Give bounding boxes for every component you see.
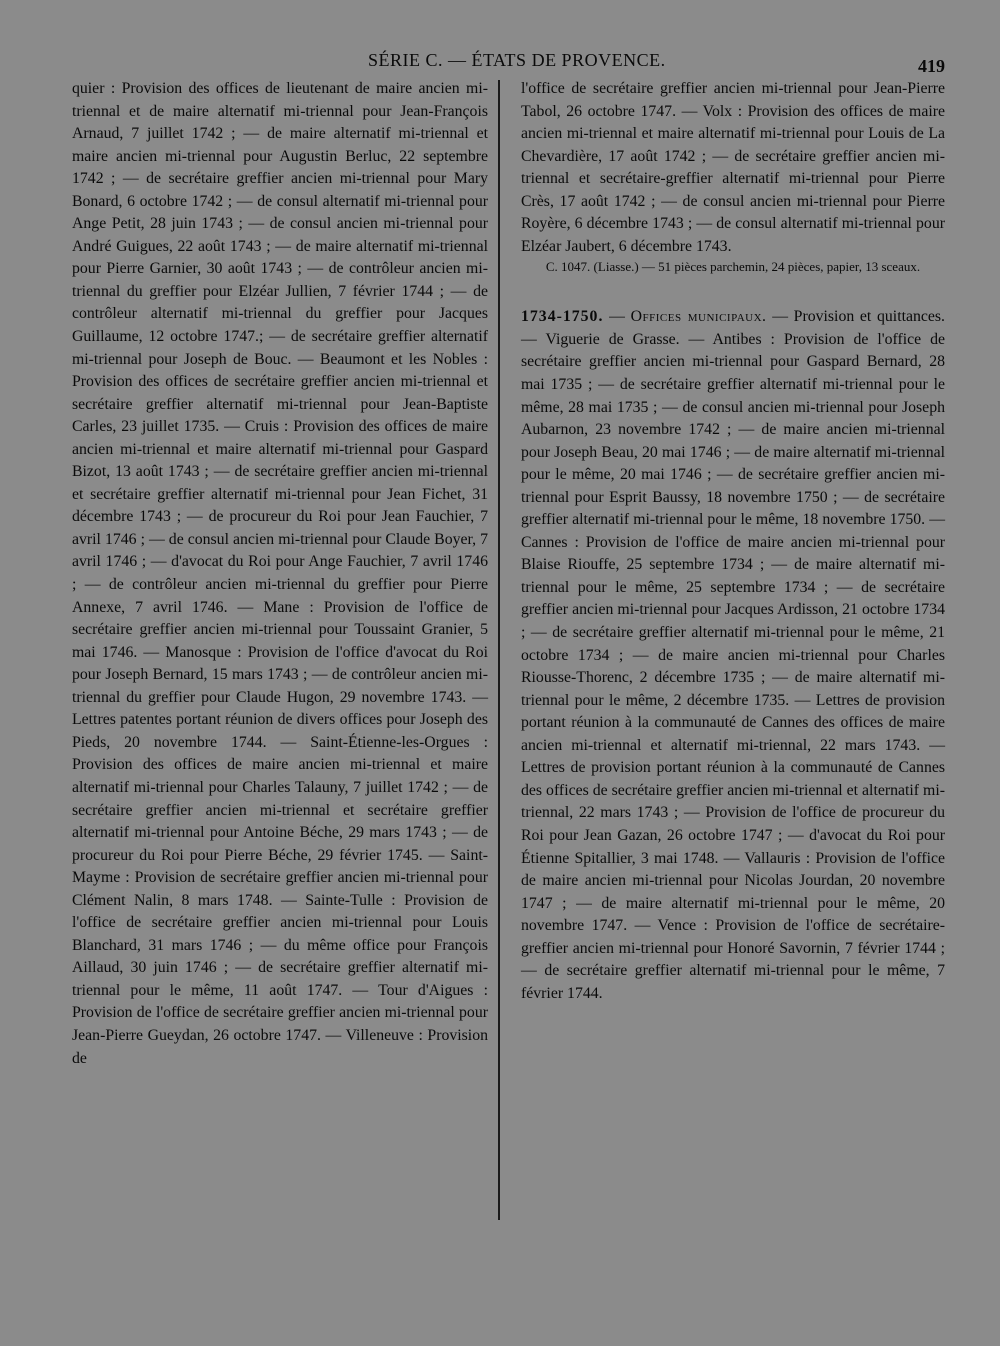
- right-column-continuation: l'office de secrétaire greffier ancien mi-triennal pour Jean-Pierre Tabol, 26 octobre 1747. — Volx : Provision des offices de maire ancien mi-triennal et maire alternatif mi-triennal pour Louis de La Chevardière, 17 août 1742 ; — de secrétaire greffier ancien mi-triennal et secrétaire-greffier alternatif mi-triennal pour Pierre Crès, 17 août 1742 ; — de consul ancien mi-triennal pour Pierre Royère, 6 décembre 1743 ; — de consul alternatif mi-triennal pour Elzéar Jaubert, 6 décembre 1743.: [521, 80, 945, 255]
- left-column: [72, 78, 488, 1070]
- right-column: [521, 78, 945, 1005]
- column-divider: [498, 80, 500, 1220]
- entry-text: — Provision et quittances. — Viguerie de Grasse. — Antibes : Provision de l'office de secrétaire greffier ancien mi-triennal pour Gaspard Bernard, 28 mai 1735 ; — de secrétaire greffier alternatif mi-triennal pour le même, 28 mai 1735 ; — de consul ancien mi-triennal pour Joseph Aubarnon, 23 novembre 1742 ; — de maire ancien mi-triennal pour Joseph Beau, 20 mai 1746 ; — de maire alternatif mi-triennal pour le même, 20 mai 1746 ; — de secrétaire greffier ancien mi-triennal pour Esprit Baussy, 18 novembre 1750 ; — de secrétaire greffier alternatif mi-triennal pour le même, 18 novembre 1750. — Cannes : Provision de l'office de maire ancien mi-triennal pour Blaise Riouffe, 25 septembre 1734 ; — de maire alternatif mi-triennal pour le même, 25 septembre 1734 ; — de secrétaire greffier ancien mi-triennal pour Jacques Ardisson, 21 octobre 1734 ; — de secrétaire greffier alternatif mi-triennal pour le même, 21 octobre 1734 ; — de maire ancien mi-triennal pour Charles Riousse-Thorenc, 2 décembre 1735 ; — de maire alternatif mi-triennal pour le même, 2 décembre 1735. — Lettres de provision portant réunion à la communauté de Cannes des offices de maire ancien mi-triennal et alternatif mi-triennal, 22 mars 1743. — Lettres de provision portant réunion à la communauté de Cannes des offices de secrétaire greffier ancien mi-triennal et alternatif mi-triennal, 22 mars 1743 ; — Provision de l'office de procureur du Roi pour Jean Gazan, 26 octobre 1747 ; — d'avocat du Roi pour Étienne Spitallier, 3 mai 1748. — Vallauris : Provision de l'office de maire ancien mi-triennal pour Nicolas Jourdan, 20 novembre 1747 ; — de maire alternatif mi-triennal pour le même, 20 novembre 1747. — Vence : Provision de l'office de secrétaire-greffier ancien mi-triennal pour Honoré Savornin, 7 février 1744 ; — de secrétaire greffier alternatif mi-triennal pour le même, 7 février 1744.: [521, 308, 946, 1002]
- left-column-text: quier : Provision des offices de lieutenant de maire ancien mi-triennal et de maire alternatif mi-triennal pour Jean-François Arnaud, 7 juillet 1742 ; — de maire alternatif mi-triennal et maire ancien mi-triennal pour Augustin Berluc, 22 septembre 1742 ; — de secrétaire greffier ancien mi-triennal pour Mary Bonard, 6 octobre 1742 ; — de consul alternatif mi-triennal pour Ange Petit, 28 juin 1743 ; — de consul ancien mi-triennal pour André Guigues, 22 août 1743 ; — de maire alternatif mi-triennal pour Pierre Garnier, 30 août 1743 ; — de contrôleur ancien mi-triennal du greffier pour Elzéar Jullien, 7 février 1744 ; — de contrôleur alternatif mi-triennal du greffier pour Jacques Guillaume, 12 octobre 1747.; — de secrétaire greffier alternatif mi-triennal pour Joseph de Bouc. — Beaumont et les Nobles : Provision des offices de secrétaire greffier ancien mi-triennal et secrétaire greffier alternatif mi-triennal pour Jean-Baptiste Carles, 23 juillet 1735. — Cruis : Provision des offices de maire ancien mi-triennal et maire alternatif mi-triennal pour Gaspard Bizot, 13 août 1743 ; — de secrétaire greffier ancien mi-triennal et secrétaire greffier alternatif mi-triennal pour Jean Fichet, 31 décembre 1743 ; — de procureur du Roi pour Jean Fauchier, 7 avril 1746 ; — de consul ancien mi-triennal pour Claude Boyer, 7 avril 1746 ; — d'avocat du Roi pour Ange Fauchier, 7 avril 1746 ; — de contrôleur ancien mi-triennal du greffier pour Pierre Annexe, 7 avril 1746. — Mane : Provision de l'office de secrétaire greffier ancien mi-triennal pour Toussaint Granier, 5 mai 1746. — Manosque : Provision de l'office d'avocat du Roi pour Joseph Bernard, 15 mars 1743 ; — de contrôleur ancien mi-triennal du greffier pour Claude Hugon, 29 novembre 1743. — Lettres patentes portant réunion de divers offices pour Joseph des Pieds, 20 novembre 1744. — Saint-Étienne-les-Orgues : Provision des offices de maire ancien mi-triennal et maire alternatif mi-triennal pour Charles Talauny, 7 juillet 1742 ; — de secrétaire greffier ancien mi-triennal et secrétaire greffier alternatif mi-triennal pour Antoine Béche, 29 mars 1743 ; — de procureur du Roi pour Pierre Béche, 29 février 1745. — Saint-Mayme : Provision de secrétaire greffier ancien mi-triennal pour Clément Nalin, 8 mars 1748. — Sainte-Tulle : Provision de l'office de secrétaire greffier ancien mi-triennal pour Louis Blanchard, 31 mars 1746 ; — du même office pour François Aillaud, 30 juin 1746 ; — de secrétaire greffier alternatif mi-triennal pour le même, 11 août 1747. — Tour d'Aigues : Provision de l'office de secrétaire greffier ancien mi-triennal pour Jean-Pierre Gueydan, 26 octobre 1747. — Villeneuve : Provision de: [72, 80, 488, 1067]
- entry-rubric: Offices municipaux.: [630, 308, 767, 326]
- entry-dates: 1734-1750.: [521, 308, 604, 326]
- archive-entry: 1734-1750. — Offices municipaux. — Provision et quittances. — Viguerie de Grasse. — Antibes : Provision de l'office de secrétaire greffier ancien mi-triennal pour Gaspard Bernard, 28 mai 1735 ; — de secrétaire greffier alternatif mi-triennal pour le même, 28 mai 1735 ; — de consul ancien mi-triennal pour Joseph Aubarnon, 23 novembre 1742 ; — de maire ancien mi-triennal pour Joseph Beau, 20 mai 1746 ; — de maire alternatif mi-triennal pour le même, 20 mai 1746 ; — de secrétaire greffier ancien mi-triennal pour Esprit Baussy, 18 novembre 1750 ; — de secrétaire greffier alternatif mi-triennal pour le même, 18 novembre 1750. — Cannes : Provision de l'office de maire ancien mi-triennal pour Blaise Riouffe, 25 septembre 1734 ; — de maire alternatif mi-triennal pour le même, 25 septembre 1734 ; — de secrétaire greffier ancien mi-triennal pour Jacques Ardisson, 21 octobre 1734 ; — de secrétaire greffier alternatif mi-triennal pour le même, 21 octobre 1734 ; — de maire ancien mi-triennal pour Charles Riousse-Thorenc, 2 décembre 1735 ; — de maire alternatif mi-triennal pour le même, 2 décembre 1735. — Lettres de provision portant réunion à la communauté de Cannes des offices de maire ancien mi-triennal et alternatif mi-triennal, 22 mars 1743. — Lettres de provision portant réunion à la communauté de Cannes des offices de secrétaire greffier ancien mi-triennal et alternatif mi-triennal, 22 mars 1743 ; — Provision de l'office de procureur du Roi pour Jean Gazan, 26 octobre 1747 ; — d'avocat du Roi pour Étienne Spitallier, 3 mai 1748. — Vallauris : Provision de l'office de maire ancien mi-triennal pour Nicolas Jourdan, 20 novembre 1747 ; — de maire alternatif mi-triennal pour le même, 20 novembre 1747. — Vence : Provision de l'office de secrétaire-greffier ancien mi-triennal pour Honoré Savornin, 7 février 1744 ; — de secrétaire greffier alternatif mi-triennal pour le même, 7 février 1744.: [521, 308, 946, 1002]
- page-number: 419: [918, 56, 945, 76]
- running-title: SÉRIE C. — ÉTATS DE PROVENCE.: [368, 50, 666, 70]
- archive-note: C. 1047. (Liasse.) — 51 pièces parchemin, 24 pièces, papier, 13 sceaux.: [545, 259, 921, 275]
